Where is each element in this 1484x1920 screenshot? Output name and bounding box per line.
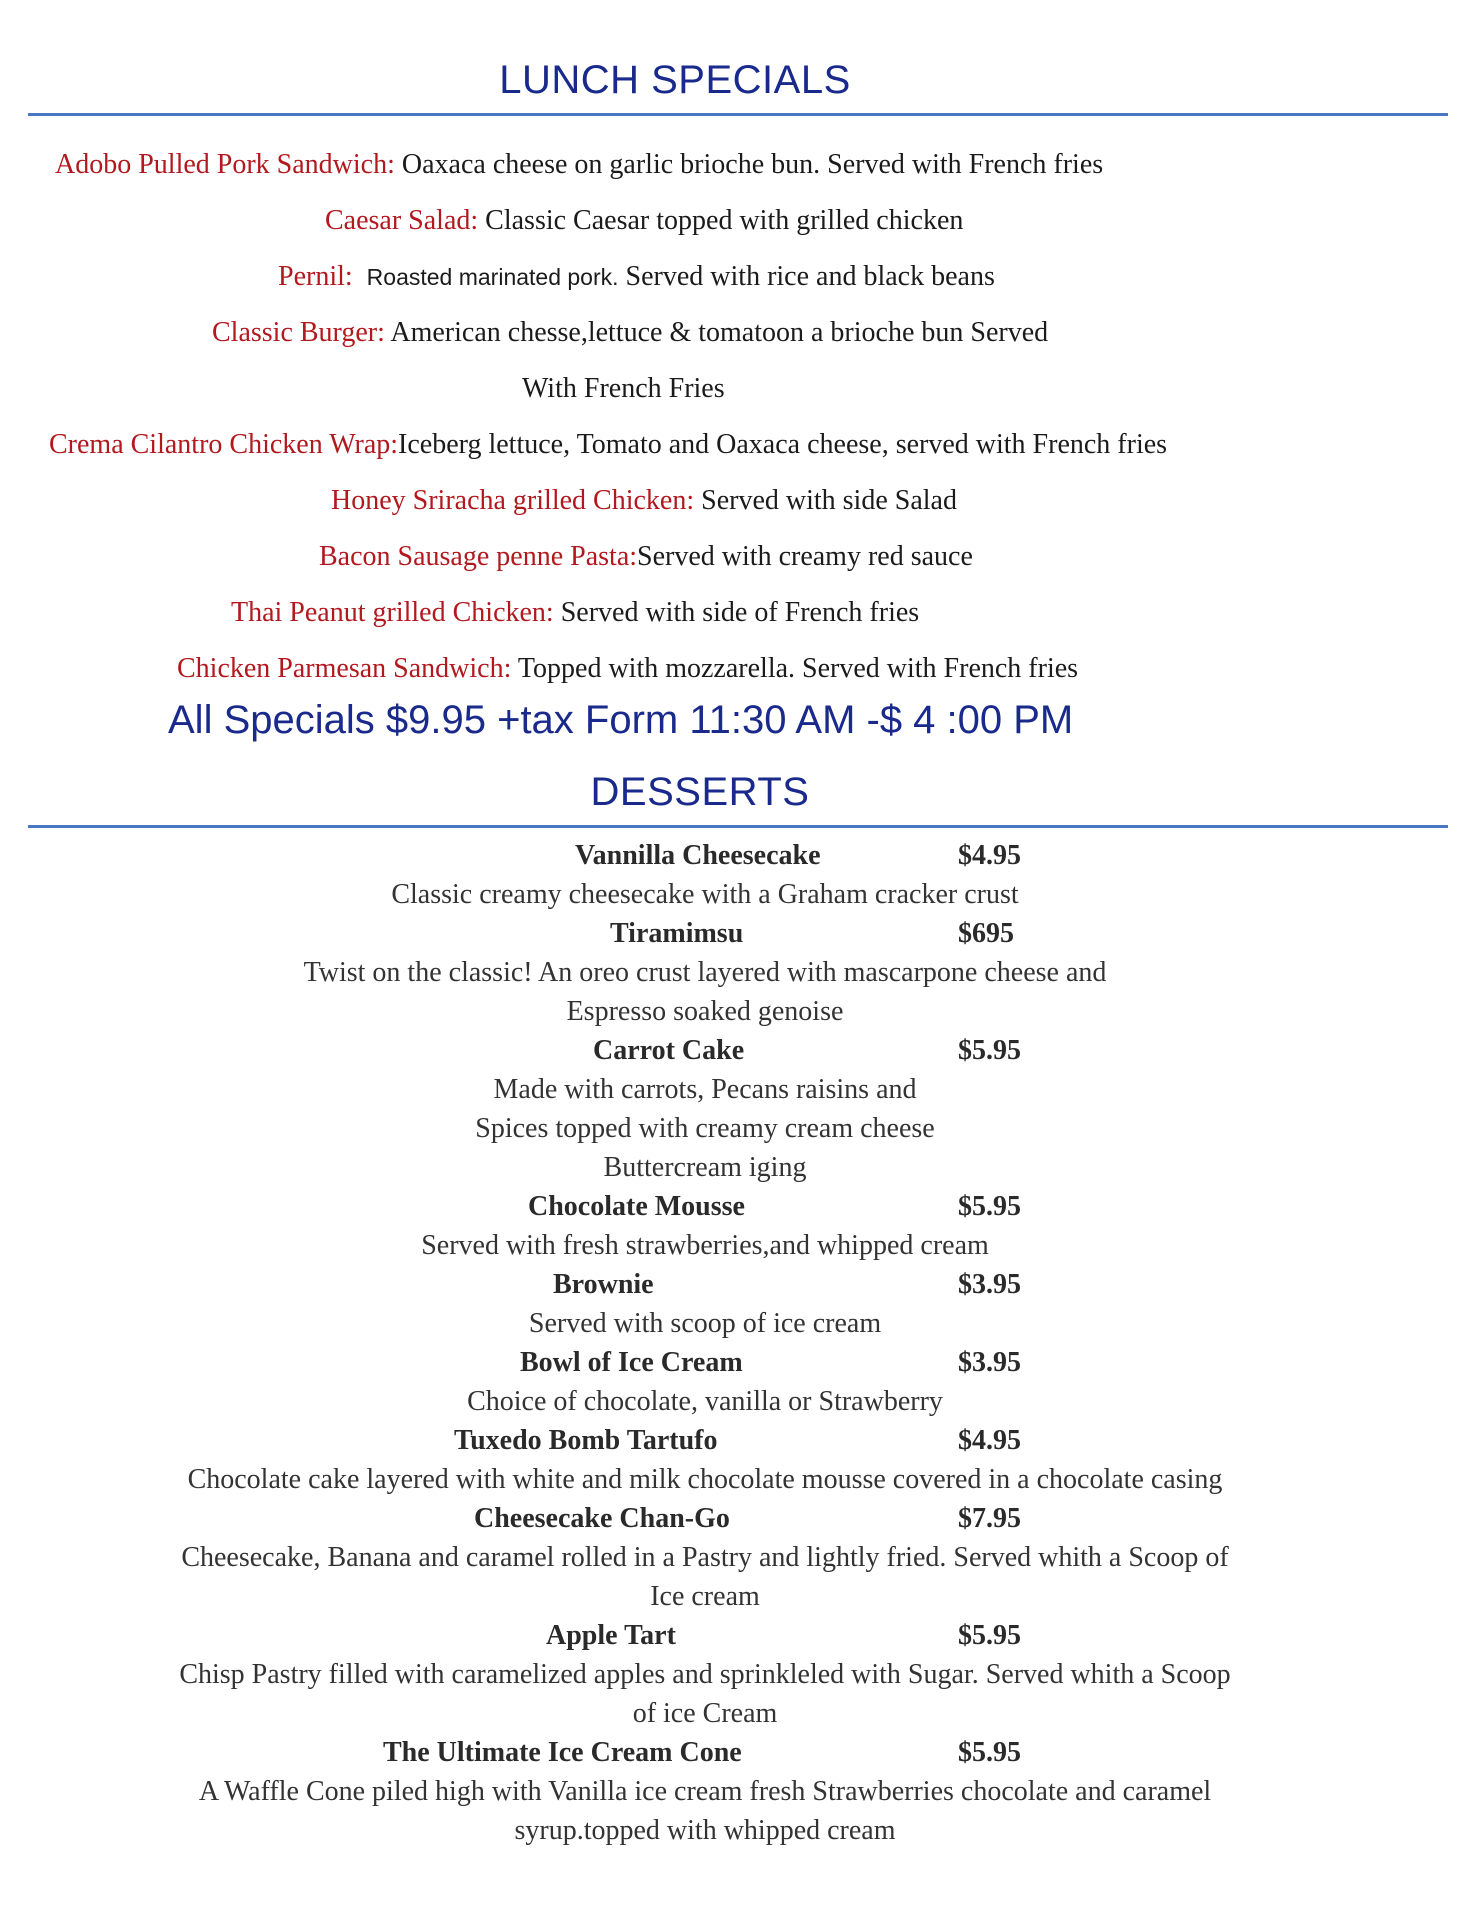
dessert-name: Cheesecake Chan-Go (474, 1503, 730, 1534)
lunch-item (278, 260, 995, 294)
dessert-price: $4.95 (958, 840, 1021, 871)
desserts-heading: DESSERTS (590, 770, 810, 814)
lunch-item-desc: Classic Caesar topped with grilled chicken (478, 205, 964, 236)
dessert-desc: Spices topped with creamy cream cheese (475, 1113, 935, 1144)
lunch-item-name: Crema Cilantro Chicken Wrap: (49, 429, 399, 460)
dessert-desc: Cheesecake, Banana and caramel rolled in a Pastry and lightly fried. Served whith a Scoop of (181, 1542, 1229, 1573)
lunch-item (55, 148, 1103, 182)
desserts-divider (28, 825, 1448, 828)
dessert-name: Apple Tart (546, 1620, 676, 1651)
lunch-item-desc: Topped with mozzarella. Served with French fries (511, 653, 1079, 684)
dessert-price: $5.95 (958, 1620, 1021, 1651)
dessert-name: Vannilla Cheesecake (575, 840, 821, 871)
lunch-item-name: Chicken Parmesan Sandwich: (177, 653, 512, 684)
dessert-desc: Served with scoop of ice cream (528, 1308, 882, 1339)
lunch-item-name: Honey Sriracha grilled Chicken: (331, 485, 695, 516)
lunch-item-name: Caesar Salad: (325, 205, 479, 236)
dessert-desc: of ice Cream (632, 1698, 778, 1729)
lunch-item-desc: Oaxaca cheese on garlic brioche bun. Served with French fries (394, 149, 1104, 180)
dessert-desc: Chocolate cake layered with white and milk chocolate mousse covered in a chocolate casing (187, 1464, 1223, 1495)
dessert-name: Bowl of Ice Cream (520, 1347, 743, 1378)
dessert-price: $5.95 (958, 1191, 1021, 1222)
lunch-item (177, 652, 1078, 686)
lunch-item (231, 596, 919, 630)
lunch-item-desc: American chesse,lettuce & tomatoon a brioche bun Served (384, 317, 1049, 348)
lunch-item-name: Classic Burger: (212, 317, 385, 348)
lunch-item-desc: Served with side Salad (694, 485, 957, 516)
lunch-item (319, 540, 973, 574)
lunch-item-desc: Iceberg lettuce, Tomato and Oaxaca cheese, served with French fries (398, 429, 1168, 460)
lunch-item (49, 428, 1167, 462)
dessert-name: Brownie (553, 1269, 654, 1300)
dessert-desc: syrup.topped with whipped cream (514, 1815, 896, 1846)
dessert-name: The Ultimate Ice Cream Cone (383, 1737, 742, 1768)
dessert-desc: Espresso soaked genoise (566, 996, 844, 1027)
dessert-price: $4.95 (958, 1425, 1021, 1456)
lunch-item-desc: Served with creamy red sauce (637, 541, 973, 572)
dessert-price: $5.95 (958, 1035, 1021, 1066)
dessert-price: $3.95 (958, 1347, 1021, 1378)
specials-price-note: All Specials $9.95 +tax Form 11:30 AM -$ 4 :00 PM (168, 698, 1074, 742)
lunch-item (212, 316, 1048, 350)
dessert-desc: A Waffle Cone piled high with Vanilla ice cream fresh Strawberries chocolate and caramel (198, 1776, 1212, 1807)
dessert-desc: Ice cream (650, 1581, 760, 1612)
dessert-price: $5.95 (958, 1737, 1021, 1768)
dessert-name: Carrot Cake (593, 1035, 745, 1066)
lunch-item-name: Bacon Sausage penne Pasta: (319, 541, 638, 572)
dessert-name: Chocolate Mousse (528, 1191, 745, 1222)
dessert-price: $3.95 (958, 1269, 1021, 1300)
dessert-desc: Chisp Pastry filled with caramelized apples and sprinkleled with Sugar. Served whith a Scoop (179, 1659, 1231, 1690)
lunch-item-desc: Served with rice and black beans (618, 261, 995, 292)
lunch-item-name: Thai Peanut grilled Chicken: (231, 597, 554, 628)
lunch-item-name: Adobo Pulled Pork Sandwich: (55, 149, 395, 180)
lunch-item-continuation (522, 372, 725, 406)
dessert-desc: Served with fresh strawberries,and whipped cream (421, 1230, 989, 1261)
dessert-price: $695 (958, 918, 1014, 949)
dessert-desc: Made with carrots, Pecans raisins and (493, 1074, 917, 1105)
lunch-item (325, 204, 963, 238)
dessert-name: Tuxedo Bomb Tartufo (454, 1425, 718, 1456)
lunch-item-desc-sans: Roasted marinated pork. (366, 264, 619, 290)
dessert-price: $7.95 (958, 1503, 1021, 1534)
dessert-desc: Twist on the classic! An oreo crust layered with mascarpone cheese and (303, 957, 1107, 988)
lunch-item-name: Pernil: (278, 261, 353, 292)
dessert-name: Tiramimsu (610, 918, 744, 949)
lunch-item (331, 484, 957, 518)
lunch-divider (28, 113, 1448, 116)
dessert-desc: Classic creamy cheesecake with a Graham cracker crust (391, 879, 1019, 910)
lunch-item-desc: Served with side of French fries (553, 597, 920, 628)
lunch-specials-heading: LUNCH SPECIALS (499, 58, 851, 102)
lunch-item-desc: With French Fries (522, 373, 725, 404)
dessert-desc: Buttercream iging (603, 1152, 807, 1183)
dessert-desc: Choice of chocolate, vanilla or Strawberry (467, 1386, 943, 1417)
